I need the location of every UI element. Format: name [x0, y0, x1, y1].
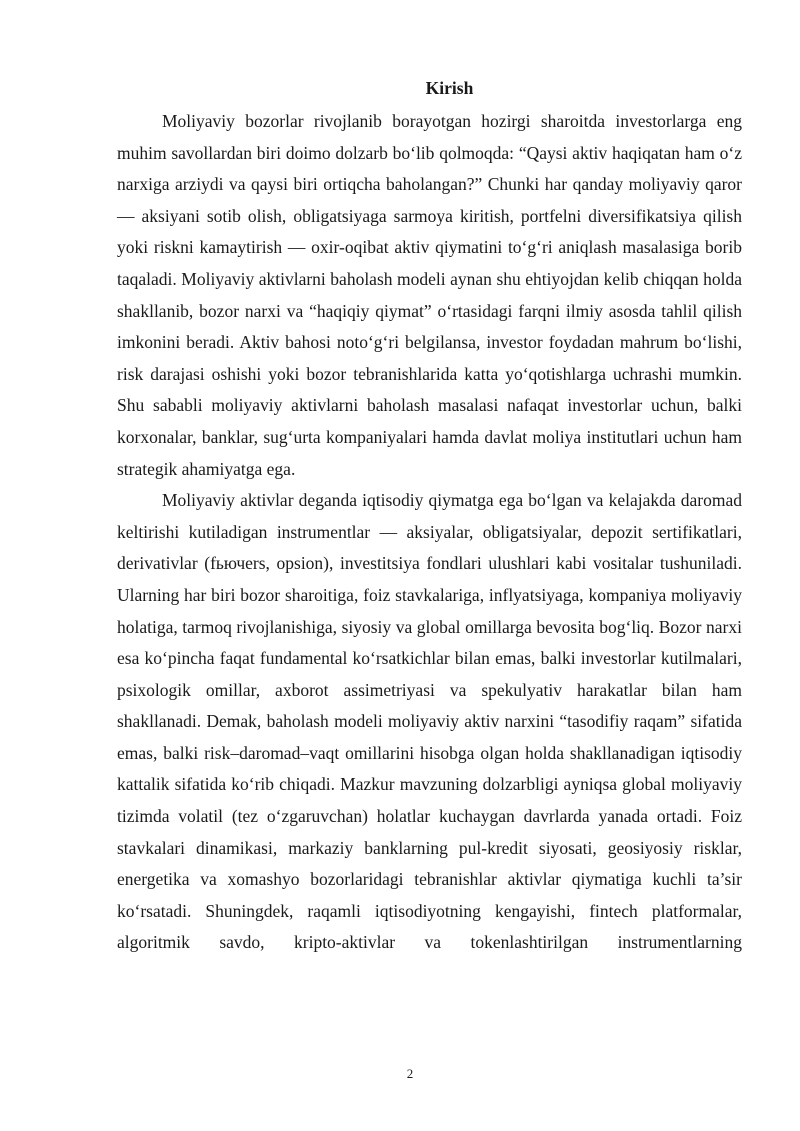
page-number: 2: [406, 1066, 414, 1081]
document-body: [117, 76, 742, 959]
section-title: Kirish: [425, 78, 474, 98]
paragraph-2: Moliyaviy aktivlar deganda iqtisodiy qiymatga ega bo‘lgan va kelajakda daromad keltirishi kutiladigan instrumentlar — aksiyalar, obligatsiyalar, depozit sertifikatlari, derivativlar (fьючers, opsion), investitsiya fondlari ulushlari kabi vositalar tushuniladi. Ularning har biri bozor sharoitiga, foiz stavkalariga, inflyatsiyaga, kompaniya moliyaviy holatiga, tarmoq rivojlanishiga, siyosiy va global omillarga bevosita bog‘liq. Bozor narxi esa ko‘pincha faqat fundamental ko‘rsatkichlar bilan emas, balki investorlar kutilmalari, psixologik omillar, axborot assimetriyasi va spekulyativ harakatlar bilan ham shakllanadi. Demak, baholash modeli moliyaviy aktiv narxini “tasodifiy raqam” sifatida emas, balki risk–daromad–vaqt omillarini hisobga olgan holda shakllanadigan iqtisodiy kattalik sifatida ko‘rib chiqadi. Mazkur mavzuning dolzarbligi ayniqsa global moliyaviy tizimda volatil (tez o‘zgaruvchan) holatlar kuchaygan davrlarda yanada ortadi. Foiz stavkalari dinamikasi, markaziy banklarning pul-kredit siyosati, geosiyosiy risklar, energetika va xomashyo bozorlaridagi tebranishlar aktivlar qiymatiga kuchli ta’sir ko‘rsatadi. Shuningdek, raqamli iqtisodiyotning kengayishi, fintech platformalar, algoritmik savdo, kripto-aktivlar va tokenlashtirilgan instrumentlarning: [117, 490, 742, 953]
paragraph-1: Moliyaviy bozorlar rivojlanib borayotgan hozirgi sharoitda investorlarga eng muhim savollardan biri doimo dolzarb bo‘lib qolmoqda: “Qaysi aktiv haqiqatan ham o‘z narxiga arziydi va qaysi biri ortiqcha baholangan?” Chunki har qanday moliyaviy qaror — aksiyani sotib olish, obligatsiyaga sarmoya kiritish, portfelni diversifikatsiya qilish yoki riskni kamaytirish — oxir-oqibat aktiv qiymatini to‘g‘ri aniqlash masalasiga borib taqaladi. Moliyaviy aktivlarni baholash modeli aynan shu ehtiyojdan kelib chiqqan holda shakllanib, bozor narxi va “haqiqiy qiymat” o‘rtasidagi farqni ilmiy asosda tahlil qilish imkonini beradi. Aktiv bahosi noto‘g‘ri belgilansa, investor foydadan mahrum bo‘lishi, risk darajasi oshishi yoki bozor tebranishlarida katta yo‘qotishlarga uchrashi mumkin. Shu sababli moliyaviy aktivlarni baholash masalasi nafaqat investorlar uchun, balki korxonalar, banklar, sug‘urta kompaniyalari hamda davlat moliya institutlari uchun ham strategik ahamiyatga ega.: [117, 111, 742, 479]
